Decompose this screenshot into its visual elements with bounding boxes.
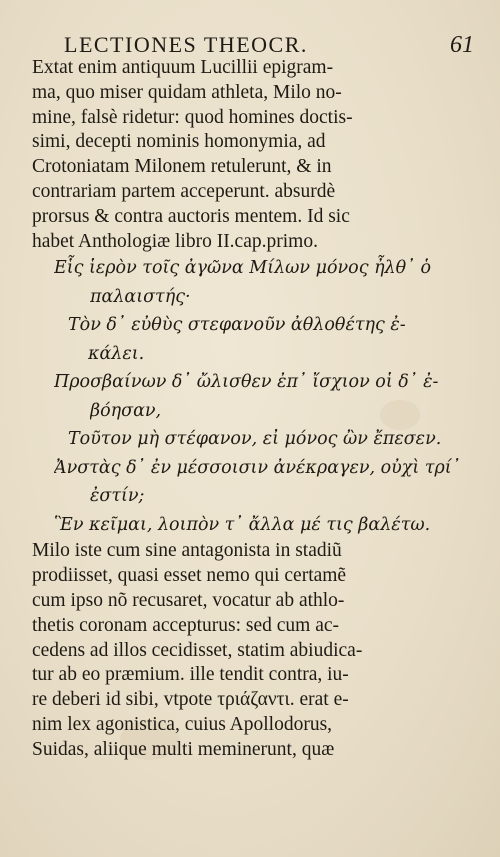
text-line: nim lex agonistica, cuius Apollodorus, [32, 713, 333, 735]
running-head: LECTIONES THEOCR. [64, 32, 308, 57]
greek-line: ἐστίν; [90, 486, 145, 507]
text-line: Suidas, aliique multi meminerunt, quæ [32, 738, 335, 760]
paragraph-latin-1 [32, 56, 472, 254]
text-line: Extat enim antiquum Lucillii epigram- [32, 57, 334, 78]
text-line: mine, falsè ridetur: quod homines doctis- [32, 106, 353, 128]
greek-line: Ἓν κεῖμαι, λοιπὸν τ᾽ ἄλλα μέ τις βαλέτω. [54, 514, 431, 535]
greek-line: Ἀνστὰς δ᾽ ἐν μέσσοισιν ἀνέκραγεν, οὐχὶ τρί᾽ [54, 457, 461, 478]
text-line: contrariam partem acceperunt. absurdè [32, 180, 336, 202]
text-line: thetis coronam accepturus: sed cum ac- [32, 614, 340, 636]
paragraph-latin-2 [32, 539, 472, 762]
body-text [32, 56, 472, 763]
greek-line: Τοῦτον μὴ στέφανον, εἰ μόνος ὢν ἔπεσεν. [68, 429, 442, 450]
greek-line: παλαιστής· [90, 286, 191, 307]
greek-line: βόησαν, [90, 400, 162, 421]
text-line: Milo iste cum sine antagonista in stadiũ [32, 540, 342, 562]
text-line: simi, decepti nominis homonymia, ad [32, 131, 326, 153]
text-line: prodiisset, quasi esset nemo qui certamẽ [32, 565, 347, 587]
greek-line: Εἷς ἱερὸν τοῖς ἀγῶνα Μίλων μόνος ἦλθ᾽ ὁ [54, 258, 432, 279]
greek-line: κάλει. [88, 343, 145, 364]
page-number: 61 [450, 32, 474, 58]
text-line: habet Anthologiæ libro II.cap.primo. [32, 230, 318, 252]
text-line: Crotoniatam Milonem retulerunt, & in [32, 156, 332, 178]
greek-line: Προσβαίνων δ᾽ ὤλισθεν ἐπ᾽ ἴσχιον οἱ δ᾽ ἐ- [54, 372, 439, 393]
text-line: ma, quo miser quidam athleta, Milo no- [32, 81, 342, 103]
text-line: cedens ad illos cecidisset, statim abiudica- [32, 639, 363, 661]
text-line: prorsus & contra auctoris mentem. Id sic [32, 205, 350, 227]
greek-line: Τὸν δ᾽ εὐθὺς στεφανοῦν ἀθλοθέτης ἐ- [68, 315, 406, 336]
text-line: cum ipso nõ recusaret, vocatur ab athlo- [32, 589, 345, 611]
text-line: re deberi id sibi, vtpote τριάζαντι. erat e- [32, 689, 349, 711]
greek-epigram [32, 254, 472, 539]
text-line: tur ab eo præmium. ille tendit contra, iu- [32, 664, 349, 686]
